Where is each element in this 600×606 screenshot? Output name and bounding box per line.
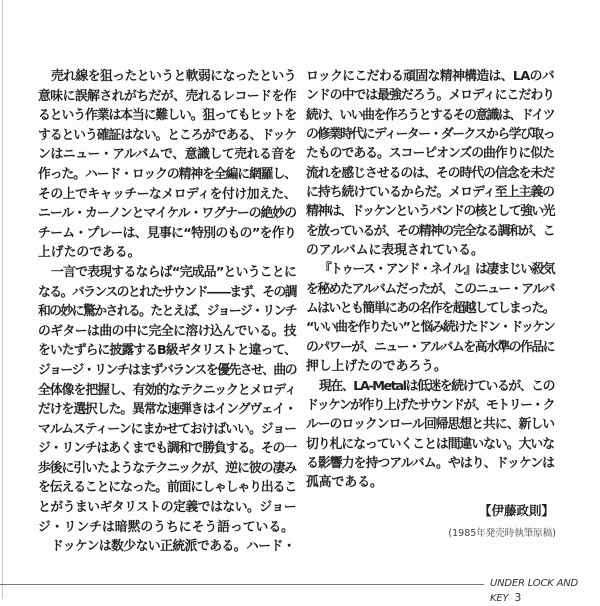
text-line [306, 299, 554, 318]
text-line-content: チーム・プレーは、見事に“特別のもの”を作り [38, 225, 296, 241]
text-line [38, 185, 296, 205]
text-line [306, 260, 554, 279]
text-line [38, 165, 296, 185]
text-line-content: 流れを感じさせるのは、その時代の信念を未だ [306, 165, 554, 181]
text-line-content: 現在、LA-Metalは低迷を続けているが、この [319, 378, 554, 394]
text-line-content: ンドの中では最強だろう。メロディにこだわり [306, 88, 554, 104]
text-line [306, 241, 554, 260]
text-line [38, 126, 296, 146]
text-line-content: ジョージ・リンチはまずバランスを優先させ、曲の [38, 362, 296, 378]
text-line [306, 318, 554, 337]
footer-title: UNDER LOCK AND KEY [490, 578, 579, 604]
text-line-content: に持ち続けているからだ。メロディ至上主義の [306, 185, 554, 201]
original-note: (1985年発売時執筆原稿) [448, 528, 556, 539]
text-line-content: 押し上げたのであろう。 [306, 359, 447, 375]
text-line [38, 498, 296, 518]
text-line-content: 切り札になっていくことは間違いない。大いな [306, 436, 554, 452]
text-line [38, 420, 296, 440]
text-line-content: ジ・リンチはあくまでも調和で勝負する。その一 [38, 441, 296, 457]
text-line [38, 341, 296, 361]
text-line [306, 202, 554, 221]
text-line [306, 280, 554, 299]
text-line-content: ドッケンは数少ない正統派である。ハード・ [51, 539, 295, 555]
text-line [306, 106, 554, 125]
text-line [38, 263, 296, 283]
text-line [38, 243, 296, 263]
text-line-content: その上でキャッチーなメロディを付け加えた、 [38, 186, 296, 202]
text-line-content: 『トゥース・アンド・ネイル』は凄まじい殺気 [319, 262, 554, 278]
text-line [38, 322, 296, 342]
text-line-content: 売れ線を狙ったというと軟弱になったという [51, 69, 296, 84]
text-line [306, 86, 554, 105]
text-line [38, 283, 296, 303]
text-line [306, 396, 554, 415]
text-line [38, 478, 296, 498]
text-line-content: 孤高である。 [306, 475, 383, 491]
text-line-content: ニール・カーノンとマイケル・ワグナーの絶妙の [38, 206, 296, 222]
text-line-content: 作った。ハード・ロックの精神を全編に網羅し、 [38, 166, 296, 182]
text-line [38, 459, 296, 479]
text-line [38, 361, 296, 381]
text-line [306, 164, 554, 183]
text-line-content: ルーのロックンロール回帰思想と共に、新しい [306, 417, 554, 433]
text-line-content: ドッケンが作り上げたサウンドが、モトリー・ク [306, 397, 554, 413]
text-line-content: をいたずらに披露するB級ギタリストと違って、 [38, 343, 296, 359]
text-line [306, 473, 554, 492]
text-line-content: なる。バランスのとれたサウンド――まず、その調 [38, 284, 296, 300]
text-line-content: 上げたのである。 [38, 245, 141, 261]
text-line-content: ムはいとも簡単にあの名作を超越してしまった。 [306, 301, 554, 317]
text-line-content: たものである。スコーピオンズの曲作りに似た [306, 146, 554, 162]
text-line-content: 歩後に引いたようなテクニックが、逆に彼の凄み [38, 460, 296, 476]
text-line [306, 67, 554, 86]
text-line-content: を放っているが、その精神の完全なる調和が、こ [306, 223, 554, 239]
text-line [38, 145, 296, 165]
text-line [38, 439, 296, 459]
footer-rule [0, 584, 484, 585]
text-line [306, 454, 554, 473]
text-line-content: 全体像を把握し、有効的なテクニックとメロディ [38, 382, 296, 398]
text-line-content: のアルバムに表現されている。 [306, 243, 484, 259]
text-line [38, 381, 296, 401]
text-line [38, 67, 296, 87]
left-column [38, 67, 296, 557]
text-line-content: る影響力を持つアルバム。やはり、ドッケンは [306, 455, 554, 471]
text-line [38, 87, 296, 107]
text-line [306, 222, 554, 241]
text-line-content: だけを選択した。異常な速弾きはイングヴェイ・ [38, 402, 296, 418]
text-line [306, 357, 554, 376]
text-line-content: 続け、いい曲を作ろうとするその意識は、ドイツ [306, 107, 554, 123]
text-line-content: 和の妙に驚かされる。たとえば、ジョージ・リンチ [38, 304, 296, 320]
right-column [306, 67, 554, 493]
page-number: 3 [514, 591, 522, 604]
text-line-content: を秘めたアルバムだったが、このニュー・アルバ [306, 281, 554, 297]
text-line-content: するという確証はない。ところがである、ドッケ [38, 127, 296, 143]
text-line [38, 518, 296, 538]
text-line [306, 183, 554, 202]
text-line-content: のパワーが、ニュー・アルバムを高水準の作品に [306, 339, 554, 355]
text-line [38, 302, 296, 322]
text-line-content: を伝えることになった。前面にしゃしゃり出るこ [38, 480, 296, 496]
text-line [38, 224, 296, 244]
text-line [38, 537, 296, 557]
text-line [38, 204, 296, 224]
text-line-content: 精神は、ドッケンというバンドの核として強い光 [306, 204, 554, 220]
text-line-content: 意味に誤解されがちだが、売れるレコードを作 [38, 88, 296, 104]
text-line-content: マルムスティーンにまかせておけばいい。ジョー [38, 421, 296, 437]
text-line-content: ンはニュー・アルバムで、意識して売れる音を [38, 147, 296, 163]
text-line [306, 144, 554, 163]
text-line-content: るという作業は本当に難しい。狙ってもヒットを [38, 108, 296, 124]
text-line-content: ジ・リンチは暗黙のうちにそう語っている。 [38, 519, 294, 535]
text-line-content: “いい曲を作りたい”と悩み続けたドン・ドッケン [306, 320, 554, 336]
text-line-content: の修業時代にディーター・ダークスから学び取っ [306, 127, 554, 143]
text-line [306, 377, 554, 396]
page-footer [490, 577, 600, 606]
text-line [38, 400, 296, 420]
page-edge [2, 0, 3, 599]
text-line [306, 435, 554, 454]
text-line [306, 415, 554, 434]
text-line-content: のギターは曲の中に完全に溶け込んでいる。技 [38, 323, 296, 339]
text-line-content: ロックにこだわる頑固な精神構造は、LAのバ [306, 69, 554, 84]
text-line-content: 一言で表現するならば“完成品”ということに [51, 264, 296, 280]
text-line [306, 125, 554, 144]
text-line [38, 106, 296, 126]
text-line-content: とがうまいギタリストの定義ではない。ジョー [38, 500, 296, 516]
author-credit: 【伊藤政則】 [478, 503, 554, 518]
text-line [306, 338, 554, 357]
